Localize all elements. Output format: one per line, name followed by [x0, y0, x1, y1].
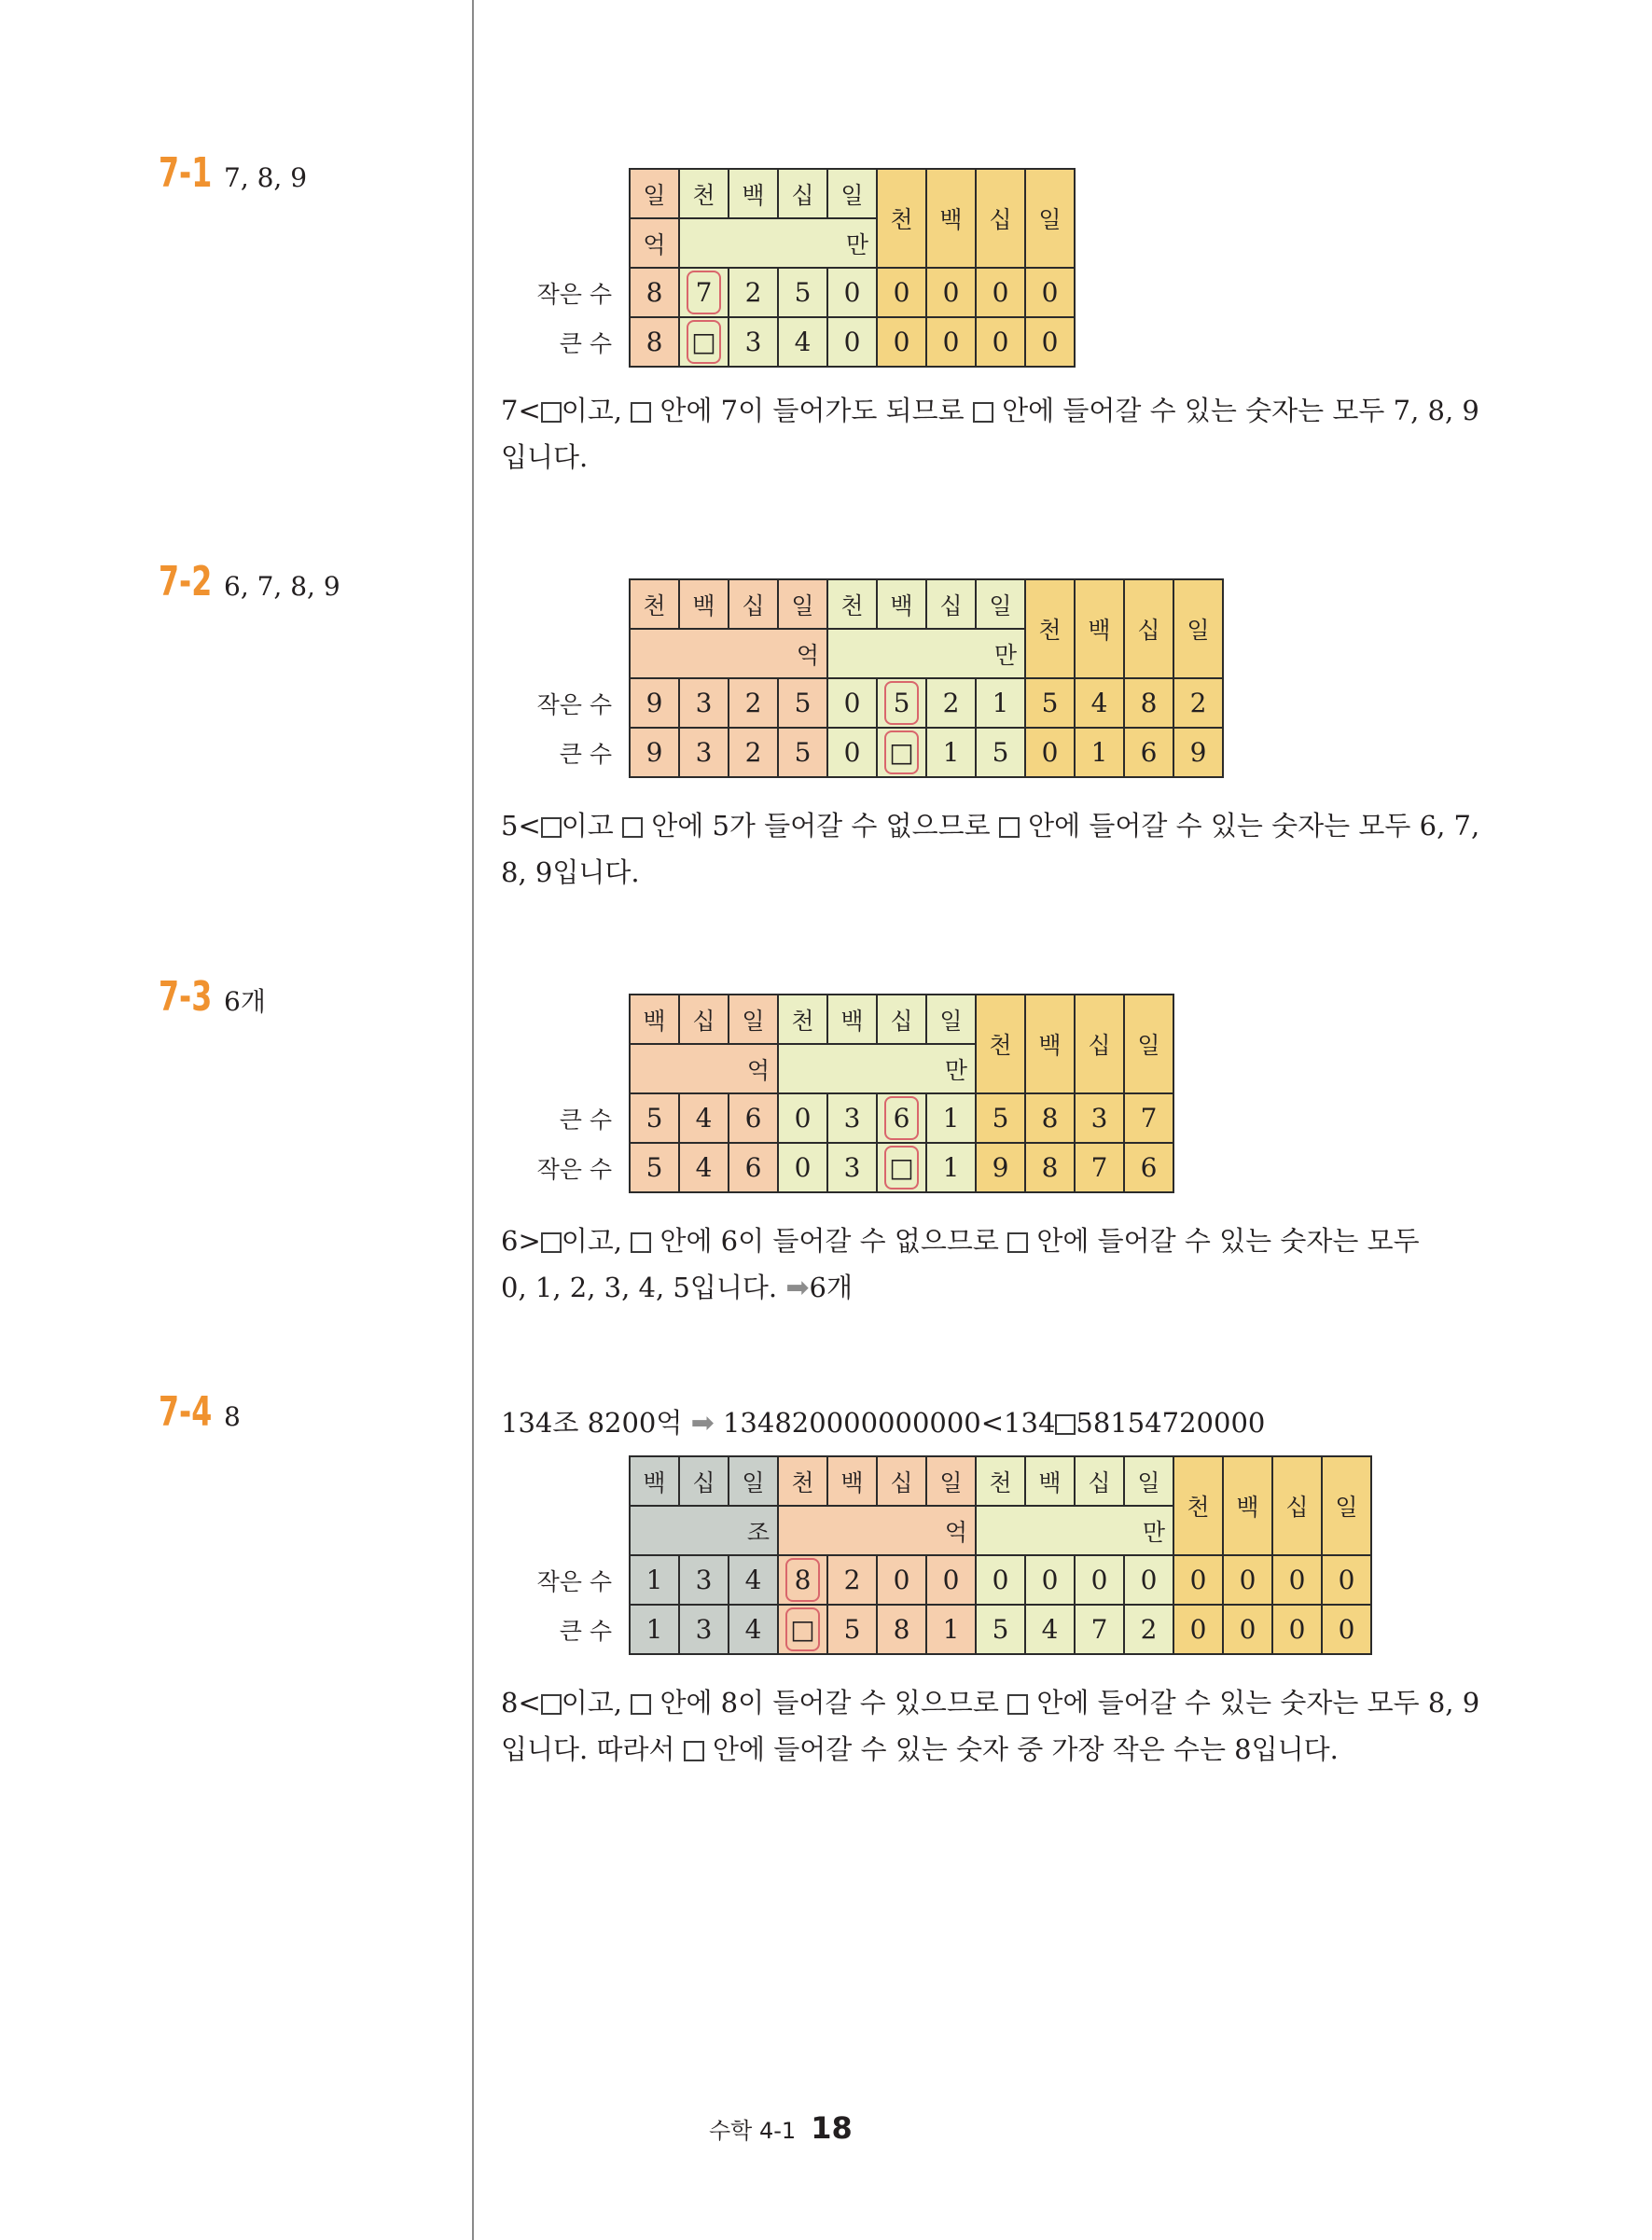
header-cell: 천	[976, 1456, 1025, 1506]
digit-cell: 7	[1075, 1143, 1124, 1192]
place-value-table-7-2	[505, 578, 1224, 778]
blank-box-icon	[631, 1694, 651, 1715]
header-cell: 십	[976, 169, 1025, 268]
digit-cell: 8	[877, 1605, 926, 1654]
digit-cell: 3	[679, 1605, 729, 1654]
problem-7-1-label	[159, 149, 307, 197]
digit-cell: 9	[630, 678, 679, 728]
header-cell: 천	[827, 579, 877, 629]
header-cell: 일	[729, 995, 778, 1044]
header-cell: 십	[877, 995, 926, 1044]
digit-cell: 4	[1075, 678, 1124, 728]
header-cell: 십	[1075, 1456, 1124, 1506]
explain-text: 이고,	[561, 1225, 622, 1257]
digit-cell: 8	[1025, 1093, 1075, 1143]
explain-text: 6개	[809, 1272, 853, 1303]
header-cell: 십	[778, 169, 827, 218]
digit-cell: 3	[1075, 1093, 1124, 1143]
header-cell: 천	[1173, 1456, 1223, 1555]
digit-cell: 0	[976, 268, 1025, 317]
digit-cell-highlighted: 5	[877, 678, 926, 728]
digit-cell: 5	[778, 728, 827, 777]
row-label: 큰 수	[559, 329, 612, 357]
digit-cell: 5	[630, 1143, 679, 1192]
digit-cell: 4	[729, 1555, 778, 1605]
digit-cell: 0	[778, 1143, 827, 1192]
blank-box-cell: □	[877, 1143, 926, 1192]
digit-cell: 2	[729, 728, 778, 777]
header-cell: 백	[1223, 1456, 1272, 1555]
explain-text: 0, 1, 2, 3, 4, 5입니다.	[501, 1272, 778, 1303]
header-cell: 일	[976, 579, 1025, 629]
digit-cell: 0	[976, 1555, 1025, 1605]
blank-box-icon	[631, 1232, 651, 1253]
group-label-eok: 억	[630, 629, 827, 678]
header-cell: 천	[630, 579, 679, 629]
problem-number: 7-1	[159, 149, 213, 197]
digit-cell: 5	[976, 1605, 1025, 1654]
explain-text: 안에 들어갈 수 있는 숫자는 모두	[1036, 1225, 1420, 1257]
problem-number: 7-3	[159, 973, 213, 1021]
explain-text: 8<	[501, 1687, 541, 1718]
explanation-7-1	[501, 387, 1499, 480]
explanation-7-2	[501, 802, 1499, 896]
explain-text: 안에 들어갈 수 있는 숫자 중 가장 작은 수는 8입니다.	[712, 1733, 1339, 1765]
header-cell: 일	[630, 169, 679, 218]
page-footer	[709, 2110, 853, 2146]
header-cell: 천	[976, 995, 1025, 1093]
header-cell: 일	[778, 579, 827, 629]
header-cell: 십	[926, 579, 976, 629]
header-cell: 천	[877, 169, 926, 268]
digit-cell: 7	[1075, 1605, 1124, 1654]
digit-cell: 1	[1075, 728, 1124, 777]
digit-cell: 9	[976, 1143, 1025, 1192]
header-cell: 일	[729, 1456, 778, 1506]
blank-box-cell: □	[778, 1605, 827, 1654]
explain-text: 안에 6이 들어갈 수 없으므로	[659, 1225, 999, 1257]
row-label: 큰 수	[559, 740, 612, 768]
header-cell: 십	[1272, 1456, 1322, 1555]
group-label-man: 만	[976, 1506, 1173, 1555]
column-divider	[472, 0, 474, 2240]
digit-cell: 0	[827, 268, 877, 317]
digit-cell: 2	[729, 678, 778, 728]
blank-box-icon	[541, 402, 562, 423]
header-cell: 백	[630, 1456, 679, 1506]
digit-cell: 0	[827, 678, 877, 728]
header-cell: 일	[1124, 1456, 1173, 1506]
blank-box-icon	[1055, 1414, 1076, 1435]
problem-answer: 6개	[224, 986, 266, 1017]
group-label-jo: 조	[630, 1506, 778, 1555]
place-value-table-7-4	[505, 1455, 1372, 1655]
explain-text: 안에 들어갈 수 있는 숫자는 모두 8, 9	[1036, 1687, 1480, 1718]
digit-cell: 0	[877, 268, 926, 317]
blank-box-cell: □	[877, 728, 926, 777]
digit-cell: 8	[630, 268, 679, 317]
digit-cell: 4	[679, 1143, 729, 1192]
digit-cell: 5	[827, 1605, 877, 1654]
digit-cell: 0	[1025, 317, 1075, 367]
page-number: 18	[811, 2110, 853, 2146]
blank-box-icon	[1007, 1232, 1028, 1253]
digit-cell-highlighted: 6	[877, 1093, 926, 1143]
problem-answer: 6, 7, 8, 9	[224, 571, 340, 602]
digit-cell: 0	[1322, 1605, 1371, 1654]
digit-cell: 0	[1173, 1555, 1223, 1605]
place-value-table-7-1	[505, 168, 1076, 368]
explain-text: 8, 9입니다.	[501, 856, 640, 888]
blank-box-icon	[541, 1232, 562, 1253]
explain-text: 입니다.	[501, 441, 589, 473]
header-cell: 일	[1025, 169, 1075, 268]
digit-cell: 0	[1025, 268, 1075, 317]
book-title: 수학 4-1	[709, 2118, 797, 2144]
blank-box-icon	[541, 817, 562, 838]
digit-cell: 3	[679, 728, 729, 777]
digit-cell: 5	[630, 1093, 679, 1143]
header-cell: 십	[729, 579, 778, 629]
row-label: 작은 수	[536, 690, 612, 718]
digit-cell: 4	[729, 1605, 778, 1654]
header-cell: 일	[827, 169, 877, 218]
digit-cell: 4	[1025, 1605, 1075, 1654]
header-cell: 백	[630, 995, 679, 1044]
header-cell: 백	[1025, 1456, 1075, 1506]
digit-cell: 0	[926, 1555, 976, 1605]
digit-cell: 0	[926, 317, 976, 367]
digit-cell: 1	[976, 678, 1025, 728]
digit-cell: 0	[1322, 1555, 1371, 1605]
digit-cell: 0	[827, 728, 877, 777]
digit-cell: 1	[926, 1143, 976, 1192]
intro-text: 134820000000000<134	[722, 1407, 1056, 1439]
problem-7-2-label	[159, 558, 340, 605]
header-cell: 천	[778, 995, 827, 1044]
digit-cell: 5	[778, 268, 827, 317]
digit-cell: 0	[827, 317, 877, 367]
digit-cell: 0	[1223, 1555, 1272, 1605]
digit-cell: 0	[1075, 1555, 1124, 1605]
header-cell: 일	[926, 1456, 976, 1506]
group-label-man: 만	[679, 218, 877, 268]
blank-box-icon	[1007, 1694, 1028, 1715]
row-label: 큰 수	[559, 1617, 612, 1645]
explain-text: 7<	[501, 395, 541, 426]
group-label-eok: 억	[630, 1044, 778, 1093]
problem-answer: 8	[224, 1401, 241, 1432]
explain-text: 이고,	[561, 395, 622, 426]
problem-number: 7-2	[159, 558, 213, 605]
problem-7-4-label	[159, 1388, 241, 1436]
digit-cell: 6	[729, 1143, 778, 1192]
digit-cell: 9	[1173, 728, 1223, 777]
blank-box-icon	[631, 402, 651, 423]
digit-cell: 0	[926, 268, 976, 317]
header-cell: 천	[1025, 579, 1075, 678]
header-cell: 일	[1173, 579, 1223, 678]
digit-cell: 1	[926, 728, 976, 777]
intro-7-4	[501, 1399, 1499, 1447]
explain-text: 입니다. 따라서	[501, 1733, 675, 1765]
header-cell: 천	[778, 1456, 827, 1506]
digit-cell: 5	[778, 678, 827, 728]
explain-text: 6>	[501, 1225, 541, 1257]
digit-cell: 5	[1025, 678, 1075, 728]
right-arrow-icon: ➡	[690, 1407, 715, 1440]
header-cell: 일	[1322, 1456, 1371, 1555]
digit-cell: 2	[1124, 1605, 1173, 1654]
explain-text: 5<	[501, 810, 541, 842]
header-cell: 천	[679, 169, 729, 218]
digit-cell: 8	[630, 317, 679, 367]
digit-cell: 9	[630, 728, 679, 777]
digit-cell: 7	[1124, 1093, 1173, 1143]
blank-box-icon	[541, 1694, 562, 1715]
header-cell: 십	[877, 1456, 926, 1506]
explain-text: 안에 5가 들어갈 수 없으므로	[651, 810, 991, 842]
blank-box-icon	[999, 817, 1020, 838]
digit-cell: 1	[926, 1093, 976, 1143]
digit-cell: 4	[778, 317, 827, 367]
group-label-man: 만	[827, 629, 1025, 678]
header-cell: 백	[729, 169, 778, 218]
explain-text: 안에 8이 들어갈 수 있으므로	[659, 1687, 999, 1718]
digit-cell: 3	[827, 1143, 877, 1192]
digit-cell: 1	[630, 1555, 679, 1605]
explain-text: 이고	[561, 810, 614, 842]
explain-text: 안에 7이 들어가도 되므로	[659, 395, 965, 426]
digit-cell: 0	[778, 1093, 827, 1143]
header-cell: 백	[877, 579, 926, 629]
header-cell: 십	[1075, 995, 1124, 1093]
header-cell: 십	[1124, 579, 1173, 678]
digit-cell-highlighted: 8	[778, 1555, 827, 1605]
digit-cell: 8	[1124, 678, 1173, 728]
header-cell: 십	[679, 1456, 729, 1506]
group-label-man: 만	[778, 1044, 976, 1093]
digit-cell: 0	[1025, 1555, 1075, 1605]
blank-box-cell: □	[679, 317, 729, 367]
explanation-7-3	[501, 1217, 1499, 1312]
header-cell: 일	[1124, 995, 1173, 1093]
header-cell: 백	[827, 995, 877, 1044]
row-label: 큰 수	[559, 1106, 612, 1134]
header-cell: 백	[679, 579, 729, 629]
header-cell: 십	[679, 995, 729, 1044]
digit-cell: 0	[1025, 728, 1075, 777]
digit-cell: 2	[827, 1555, 877, 1605]
digit-cell: 0	[877, 1555, 926, 1605]
digit-cell: 2	[729, 268, 778, 317]
problem-answer: 7, 8, 9	[224, 162, 308, 193]
header-cell: 백	[1075, 579, 1124, 678]
digit-cell: 6	[729, 1093, 778, 1143]
explain-text: 안에 들어갈 수 있는 숫자는 모두 6, 7,	[1028, 810, 1480, 842]
digit-cell: 0	[976, 317, 1025, 367]
header-cell: 백	[827, 1456, 877, 1506]
digit-cell: 1	[926, 1605, 976, 1654]
digit-cell: 5	[976, 728, 1025, 777]
digit-cell: 0	[1272, 1605, 1322, 1654]
group-label-eok: 억	[630, 218, 679, 268]
row-label: 작은 수	[536, 1155, 612, 1183]
explain-text: 이고,	[561, 1687, 622, 1718]
explanation-7-4	[501, 1679, 1499, 1773]
digit-cell: 0	[1173, 1605, 1223, 1654]
digit-cell: 3	[827, 1093, 877, 1143]
digit-cell: 1	[630, 1605, 679, 1654]
digit-cell: 5	[976, 1093, 1025, 1143]
explain-text: 안에 들어갈 수 있는 숫자는 모두 7, 8, 9	[1002, 395, 1479, 426]
digit-cell-highlighted: 7	[679, 268, 729, 317]
problem-7-3-label	[159, 973, 266, 1021]
right-arrow-icon: ➡	[785, 1272, 810, 1304]
row-label: 작은 수	[536, 280, 612, 308]
blank-box-icon	[684, 1741, 704, 1761]
digit-cell: 8	[1025, 1143, 1075, 1192]
row-label: 작은 수	[536, 1567, 612, 1595]
header-cell: 일	[926, 995, 976, 1044]
digit-cell: 6	[1124, 728, 1173, 777]
digit-cell: 3	[679, 678, 729, 728]
header-cell: 백	[926, 169, 976, 268]
blank-box-icon	[622, 817, 643, 838]
digit-cell: 6	[1124, 1143, 1173, 1192]
group-label-eok: 억	[778, 1506, 976, 1555]
header-cell: 백	[1025, 995, 1075, 1093]
blank-box-icon	[973, 402, 993, 423]
intro-text: 134조 8200억	[501, 1407, 683, 1439]
digit-cell: 0	[877, 317, 926, 367]
digit-cell: 2	[1173, 678, 1223, 728]
digit-cell: 3	[679, 1555, 729, 1605]
digit-cell: 0	[1223, 1605, 1272, 1654]
digit-cell: 0	[1124, 1555, 1173, 1605]
digit-cell: 0	[1272, 1555, 1322, 1605]
digit-cell: 2	[926, 678, 976, 728]
intro-text: 58154720000	[1076, 1407, 1266, 1439]
digit-cell: 3	[729, 317, 778, 367]
digit-cell: 4	[679, 1093, 729, 1143]
place-value-table-7-3	[505, 994, 1174, 1193]
problem-number: 7-4	[159, 1388, 213, 1436]
